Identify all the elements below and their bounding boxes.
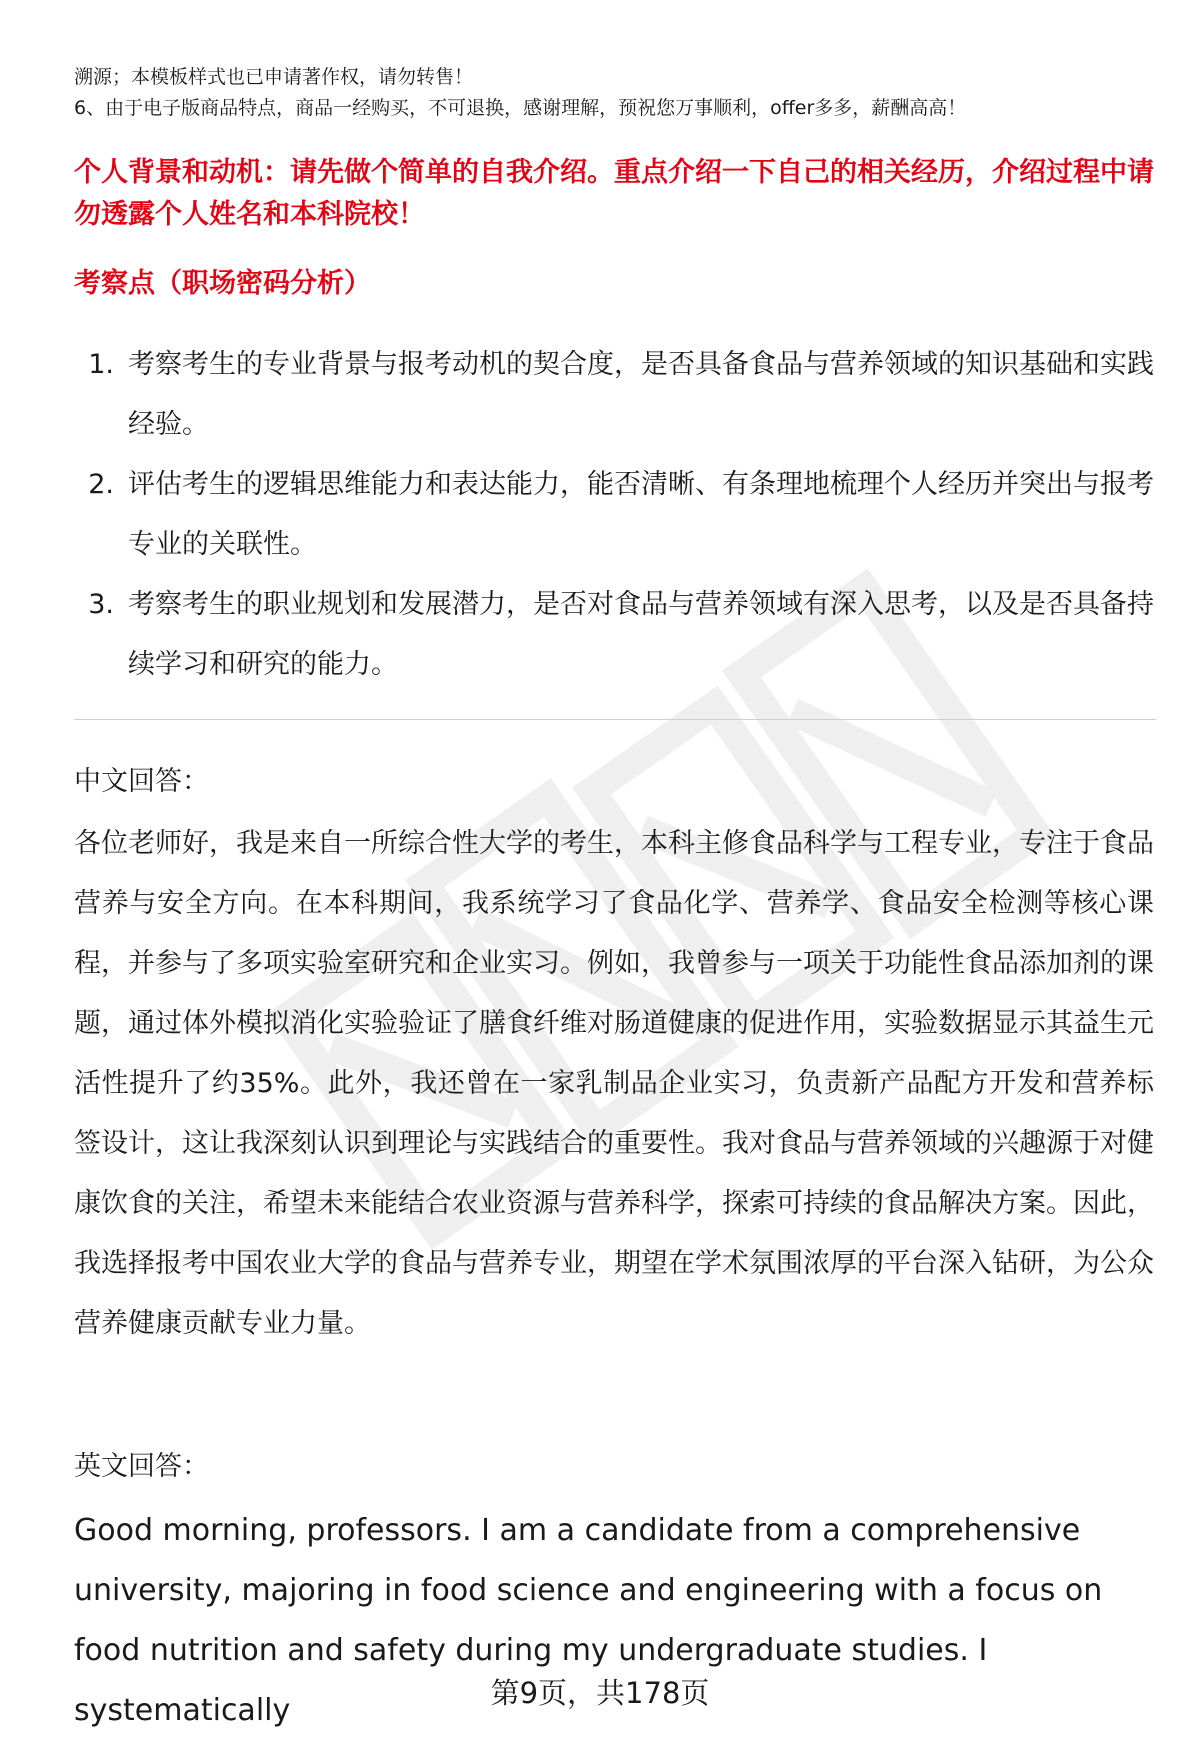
english-answer-label: 英文回答：: [74, 1451, 209, 1482]
chinese-answer-label: 中文回答：: [74, 766, 209, 797]
assessment-points-list: [74, 335, 1154, 695]
list-item-text: 考察考生的职业规划和发展潜力，是否对食品与营养领域有深入思考，以及是否具备持续学习和研究的能力。: [128, 589, 1154, 680]
list-item-number: 3.: [88, 589, 114, 620]
top-notes: [74, 62, 1154, 124]
list-item: [74, 335, 1154, 455]
divider: [74, 719, 1156, 720]
chinese-answer-text: 各位老师好，我是来自一所综合性大学的考生，本科主修食品科学与工程专业，专注于食品营养与安全方向。在本科期间，我系统学习了食品化学、营养学、食品安全检测等核心课程，并参与了多项实验室研究和企业实习。例如，我曾参与一项关于功能性食品添加剂的课题，通过体外模拟消化实验验证了膳食纤维对肠道健康的促进作用，实验数据显示其益生元活性提升了约35%。此外，我还曾在一家乳制品企业实习，负责新产品配方开发和营养标签设计，这让我深刻认识到理论与实践结合的重要性。我对食品与营养领域的兴趣源于对健康饮食的关注，希望未来能结合农业资源与营养科学，探索可持续的食品解决方案。因此，我选择报考中国农业大学的食品与营养专业，期望在学术氛围浓厚的平台深入钻研，为公众营养健康贡献专业力量。: [74, 828, 1154, 1339]
list-item-number: 1.: [88, 349, 114, 380]
note-line: 6、由于电子版商品特点，商品一经购买，不可退换，感谢理解，预祝您万事顺利，offer多多，薪酬高高！: [74, 97, 967, 119]
note-line: 溯源；本模板样式也已申请著作权，请勿转售！: [74, 66, 474, 88]
list-item-text: 评估考生的逻辑思维能力和表达能力，能否清晰、有条理地梳理个人经历并突出与报考专业的关联性。: [128, 469, 1154, 560]
list-item: [74, 575, 1154, 695]
list-item-number: 2.: [88, 469, 114, 500]
points-title: 考察点（职场密码分析）: [74, 268, 371, 299]
list-item-text: 考察考生的专业背景与报考动机的契合度，是否具备食品与营养领域的知识基础和实践经验。: [128, 349, 1154, 440]
english-answer-text: Good morning, professors. I am a candidate from a comprehensive university, majoring in food science and engineering with a focus on food nutrition and safety during my undergraduate studies. I systematically: [74, 1513, 1103, 1728]
list-item: [74, 455, 1154, 575]
question-heading: 个人背景和动机：请先做个简单的自我介绍。重点介绍一下自己的相关经历，介绍过程中请勿透露个人姓名和本科院校！: [74, 157, 1154, 230]
page-number: 第9页，共178页: [490, 1676, 710, 1710]
